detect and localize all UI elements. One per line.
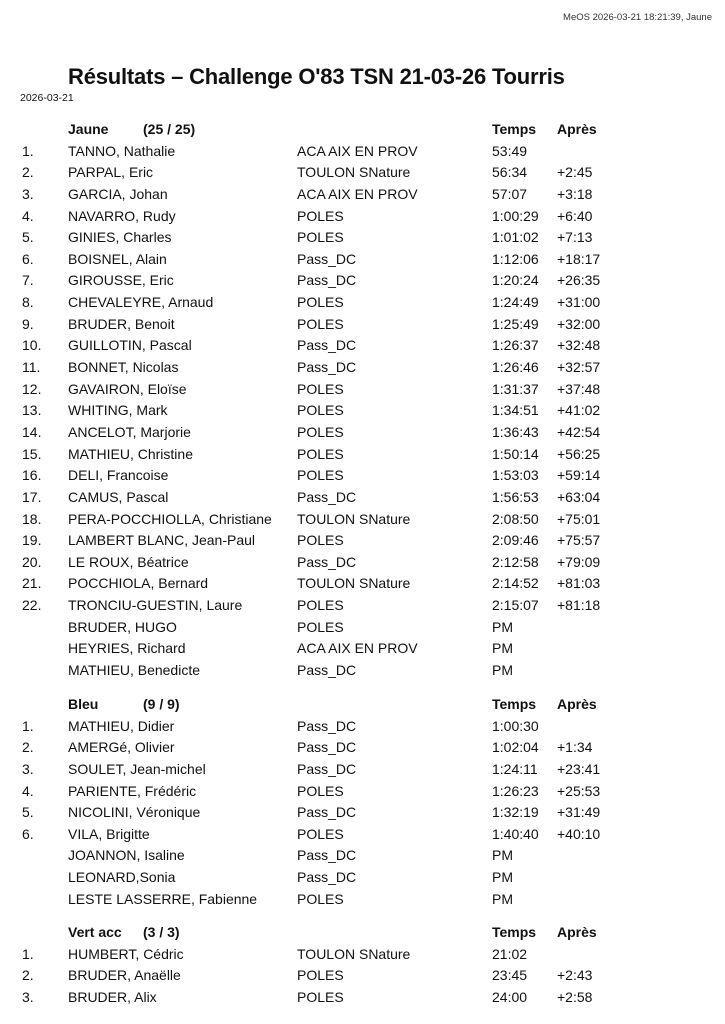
- result-row: [0, 759, 725, 781]
- column-header-after: Après: [557, 696, 597, 712]
- club: Pass_DC: [297, 359, 357, 376]
- result-row: [0, 444, 725, 466]
- runner-name: CAMUS, Pascal: [68, 488, 169, 505]
- class-name: Jaune: [68, 121, 109, 137]
- rank: 3.: [22, 988, 34, 1005]
- time-behind: +42:54: [557, 423, 601, 440]
- runner-name: VILA, Brigitte: [68, 825, 150, 842]
- time-behind: +31:49: [557, 804, 601, 821]
- runner-name: GINIES, Charles: [68, 229, 172, 246]
- result-row: [0, 162, 725, 184]
- time: 24:00: [492, 988, 528, 1005]
- club: POLES: [297, 294, 344, 311]
- rank: 14.: [22, 423, 42, 440]
- rank: 2.: [22, 967, 34, 984]
- time: 1:20:24: [492, 272, 539, 289]
- result-row: [0, 249, 725, 271]
- column-header-time: Temps: [492, 696, 537, 712]
- time: 1:26:46: [492, 359, 539, 376]
- time: 1:01:02: [492, 229, 539, 246]
- result-row: [0, 270, 725, 292]
- time: 23:45: [492, 967, 528, 984]
- class-name: Vert acc: [68, 924, 122, 940]
- runner-name: NAVARRO, Rudy: [68, 207, 176, 224]
- club: Pass_DC: [297, 250, 357, 267]
- result-row: [0, 737, 725, 759]
- result-row: [0, 422, 725, 444]
- club: POLES: [297, 229, 344, 246]
- club: POLES: [297, 532, 344, 549]
- time: 2:08:50: [492, 510, 539, 527]
- club: POLES: [297, 967, 344, 984]
- time-behind: +2:45: [557, 164, 593, 181]
- time: 1:36:43: [492, 423, 539, 440]
- rank: 1.: [22, 717, 34, 734]
- runner-name: SOULET, Jean-michel: [68, 760, 206, 777]
- time-behind: +81:03: [557, 575, 601, 592]
- club: POLES: [297, 207, 344, 224]
- class-header: [0, 694, 725, 716]
- club: TOULON SNature: [297, 164, 411, 181]
- result-row: [0, 509, 725, 531]
- result-row: [0, 292, 725, 314]
- time-behind: +32:00: [557, 315, 601, 332]
- runner-name: MATHIEU, Didier: [68, 717, 175, 734]
- time-behind: +32:48: [557, 337, 601, 354]
- club: Pass_DC: [297, 488, 357, 505]
- time-behind: +1:34: [557, 739, 593, 756]
- result-row: [0, 987, 725, 1009]
- rank: 1.: [22, 945, 34, 962]
- result-row: [0, 965, 725, 987]
- time: 57:07: [492, 185, 528, 202]
- runner-name: TRONCIU-GUESTIN, Laure: [68, 597, 243, 614]
- club: POLES: [297, 825, 344, 842]
- club: POLES: [297, 618, 344, 635]
- result-row: [0, 141, 725, 163]
- result-row: [0, 227, 725, 249]
- time: 1:12:06: [492, 250, 539, 267]
- class-count: (9 / 9): [143, 696, 180, 712]
- time-behind: +59:14: [557, 467, 601, 484]
- time-behind: +2:58: [557, 988, 593, 1005]
- time-behind: +37:48: [557, 380, 601, 397]
- runner-name: NICOLINI, Véronique: [68, 804, 201, 821]
- rank: 5.: [22, 804, 34, 821]
- runner-name: PARIENTE, Frédéric: [68, 782, 197, 799]
- time-behind: +18:17: [557, 250, 601, 267]
- rank: 2.: [22, 164, 34, 181]
- time: 1:24:49: [492, 294, 539, 311]
- club: ACA AIX EN PROV: [297, 185, 418, 202]
- time-behind: +41:02: [557, 402, 601, 419]
- rank: 4.: [22, 207, 34, 224]
- club: POLES: [297, 445, 344, 462]
- rank: 19.: [22, 532, 42, 549]
- runner-name: BRUDER, Alix: [68, 988, 157, 1005]
- result-row: [0, 357, 725, 379]
- time-behind: +23:41: [557, 760, 601, 777]
- time: 2:14:52: [492, 575, 539, 592]
- runner-name: WHITING, Mark: [68, 402, 168, 419]
- club: Pass_DC: [297, 739, 357, 756]
- club: POLES: [297, 597, 344, 614]
- club: Pass_DC: [297, 272, 357, 289]
- result-row: [0, 206, 725, 228]
- club: POLES: [297, 782, 344, 799]
- time: PM: [492, 869, 513, 886]
- club: Pass_DC: [297, 717, 357, 734]
- rank: 22.: [22, 597, 42, 614]
- club: Pass_DC: [297, 337, 357, 354]
- runner-name: JOANNON, Isaline: [68, 847, 185, 864]
- result-row: [0, 944, 725, 966]
- time: PM: [492, 847, 513, 864]
- time: PM: [492, 890, 513, 907]
- time: 1:24:11: [492, 760, 538, 777]
- time-behind: +79:09: [557, 553, 601, 570]
- result-row: [0, 781, 725, 803]
- class-header: [0, 922, 725, 944]
- runner-name: MATHIEU, Benedicte: [68, 662, 201, 679]
- time-behind: +26:35: [557, 272, 601, 289]
- result-row: [0, 465, 725, 487]
- rank: 2.: [22, 739, 34, 756]
- time: 1:31:37: [492, 380, 539, 397]
- time: 1:53:03: [492, 467, 539, 484]
- club: TOULON SNature: [297, 945, 411, 962]
- time: 1:32:19: [492, 804, 539, 821]
- rank: 16.: [22, 467, 42, 484]
- club: Pass_DC: [297, 662, 357, 679]
- rank: 11.: [22, 359, 41, 376]
- result-row: [0, 867, 725, 889]
- time: 53:49: [492, 142, 528, 159]
- time: 1:00:29: [492, 207, 539, 224]
- runner-name: TANNO, Nathalie: [68, 142, 176, 159]
- runner-name: GIROUSSE, Eric: [68, 272, 174, 289]
- result-row: [0, 487, 725, 509]
- runner-name: DELI, Francoise: [68, 467, 169, 484]
- result-row: [0, 573, 725, 595]
- result-row: [0, 379, 725, 401]
- time: 56:34: [492, 164, 528, 181]
- rank: 15.: [22, 445, 42, 462]
- runner-name: GAVAIRON, Eloïse: [68, 380, 187, 397]
- result-row: [0, 617, 725, 639]
- runner-name: LAMBERT BLANC, Jean-Paul: [68, 532, 256, 549]
- club: Pass_DC: [297, 869, 357, 886]
- club: ACA AIX EN PROV: [297, 142, 418, 159]
- result-row: [0, 638, 725, 660]
- result-row: [0, 595, 725, 617]
- club: Pass_DC: [297, 760, 357, 777]
- rank: 17.: [22, 488, 42, 505]
- column-header-after: Après: [557, 924, 597, 940]
- rank: 20.: [22, 553, 42, 570]
- time: 21:02: [492, 945, 528, 962]
- result-row: [0, 184, 725, 206]
- result-row: [0, 530, 725, 552]
- club: POLES: [297, 402, 344, 419]
- time: 1:34:51: [492, 402, 539, 419]
- rank: 5.: [22, 229, 34, 246]
- club: Pass_DC: [297, 553, 357, 570]
- time-behind: +40:10: [557, 825, 601, 842]
- time: PM: [492, 618, 513, 635]
- club: POLES: [297, 315, 344, 332]
- result-row: [0, 802, 725, 824]
- runner-name: BONNET, Nicolas: [68, 359, 179, 376]
- print-meta-line: MeOS 2026-03-21 18:21:39, Jaune: [563, 12, 712, 23]
- club: POLES: [297, 988, 344, 1005]
- time: 1:25:49: [492, 315, 539, 332]
- runner-name: BRUDER, HUGO: [68, 618, 177, 635]
- time: PM: [492, 640, 513, 657]
- club: Pass_DC: [297, 804, 357, 821]
- time: 2:09:46: [492, 532, 539, 549]
- time: 1:26:37: [492, 337, 539, 354]
- time: 1:40:40: [492, 825, 539, 842]
- runner-name: LESTE LASSERRE, Fabienne: [68, 890, 258, 907]
- time-behind: +75:01: [557, 510, 601, 527]
- rank: 8.: [22, 294, 34, 311]
- page-title: Résultats – Challenge O'83 TSN 21-03-26 Tourris: [68, 64, 565, 89]
- time-behind: +25:53: [557, 782, 601, 799]
- time: 1:26:23: [492, 782, 539, 799]
- class-name: Bleu: [68, 696, 99, 712]
- rank: 6.: [22, 250, 34, 267]
- rank: 3.: [22, 760, 34, 777]
- runner-name: GARCIA, Johan: [68, 185, 168, 202]
- rank: 7.: [22, 272, 34, 289]
- time: 2:12:58: [492, 553, 539, 570]
- club: POLES: [297, 890, 344, 907]
- time: 1:00:30: [492, 717, 539, 734]
- runner-name: CHEVALEYRE, Arnaud: [68, 294, 214, 311]
- time-behind: +6:40: [557, 207, 593, 224]
- result-row: [0, 824, 725, 846]
- class-section-vert-acc: [0, 922, 725, 1009]
- result-row: [0, 314, 725, 336]
- time-behind: +81:18: [557, 597, 601, 614]
- rank: 6.: [22, 825, 34, 842]
- time: 1:02:04: [492, 739, 539, 756]
- time-behind: +56:25: [557, 445, 601, 462]
- runner-name: HEYRIES, Richard: [68, 640, 186, 657]
- club: POLES: [297, 467, 344, 484]
- rank: 4.: [22, 782, 34, 799]
- class-header: [0, 119, 725, 141]
- rank: 18.: [22, 510, 42, 527]
- runner-name: POCCHIOLA, Bernard: [68, 575, 209, 592]
- runner-name: AMERGé, Olivier: [68, 739, 175, 756]
- club: Pass_DC: [297, 847, 357, 864]
- class-section-bleu: [0, 694, 725, 910]
- club: ACA AIX EN PROV: [297, 640, 418, 657]
- class-count: (3 / 3): [143, 924, 180, 940]
- time-behind: +7:13: [557, 229, 593, 246]
- time: PM: [492, 662, 513, 679]
- time-behind: +2:43: [557, 967, 593, 984]
- time-behind: +63:04: [557, 488, 601, 505]
- result-row: [0, 335, 725, 357]
- runner-name: GUILLOTIN, Pascal: [68, 337, 192, 354]
- time: 1:56:53: [492, 488, 539, 505]
- column-header-time: Temps: [492, 924, 537, 940]
- runner-name: BRUDER, Anaëlle: [68, 967, 181, 984]
- class-count: (25 / 25): [143, 121, 196, 137]
- runner-name: LEONARD,Sonia: [68, 869, 176, 886]
- time-behind: +31:00: [557, 294, 601, 311]
- runner-name: BOISNEL, Alain: [68, 250, 167, 267]
- rank: 12.: [22, 380, 42, 397]
- rank: 1.: [22, 142, 34, 159]
- time: 2:15:07: [492, 597, 539, 614]
- runner-name: LE ROUX, Béatrice: [68, 553, 189, 570]
- time-behind: +3:18: [557, 185, 593, 202]
- club: TOULON SNature: [297, 510, 411, 527]
- runner-name: ANCELOT, Marjorie: [68, 423, 191, 440]
- runner-name: PERA-POCCHIOLLA, Christiane: [68, 510, 272, 527]
- result-row: [0, 845, 725, 867]
- club: TOULON SNature: [297, 575, 411, 592]
- rank: 3.: [22, 185, 34, 202]
- result-row: [0, 400, 725, 422]
- column-header-time: Temps: [492, 121, 537, 137]
- runner-name: HUMBERT, Cédric: [68, 945, 184, 962]
- runner-name: PARPAL, Eric: [68, 164, 154, 181]
- rank: 9.: [22, 315, 34, 332]
- column-header-after: Après: [557, 121, 597, 137]
- report-date: 2026-03-21: [20, 92, 74, 104]
- class-section-jaune: [0, 119, 725, 682]
- result-row: [0, 552, 725, 574]
- club: POLES: [297, 380, 344, 397]
- runner-name: MATHIEU, Christine: [68, 445, 193, 462]
- result-row: [0, 660, 725, 682]
- runner-name: BRUDER, Benoit: [68, 315, 175, 332]
- result-row: [0, 889, 725, 911]
- rank: 10.: [22, 337, 42, 354]
- club: POLES: [297, 423, 344, 440]
- time: 1:50:14: [492, 445, 539, 462]
- result-row: [0, 716, 725, 738]
- rank: 21.: [22, 575, 42, 592]
- rank: 13.: [22, 402, 42, 419]
- time-behind: +32:57: [557, 359, 601, 376]
- time-behind: +75:57: [557, 532, 601, 549]
